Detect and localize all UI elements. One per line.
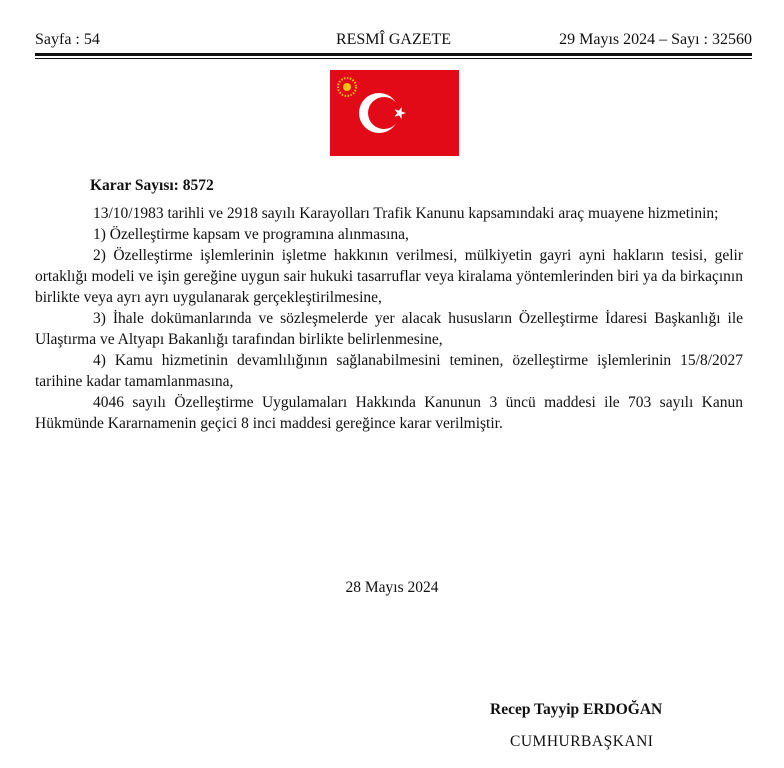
decision-body	[35, 175, 743, 434]
signatory-title: CUMHURBAŞKANI	[510, 733, 654, 750]
decision-paragraph-intro: 13/10/1983 tarihli ve 2918 sayılı Karayolları Trafik Kanunu kapsamındaki araç muayene hizmetinin;	[93, 205, 719, 222]
turkish-flag-icon	[330, 70, 459, 156]
header-divider-thin	[35, 58, 752, 59]
decision-item-4: 4) Kamu hizmetinin devamlılığının sağlanabilmesini teminen, özelleştirme işlemlerinin 15/8/2027 tarihine kadar tamamlanmasına,	[35, 352, 743, 390]
publication-title: RESMÎ GAZETE	[335, 31, 452, 48]
issue-info: 29 Mayıs 2024 – Sayı : 32560	[559, 31, 752, 48]
decision-date: 28 Mayıs 2024	[345, 579, 439, 596]
page-number: Sayfa : 54	[35, 31, 100, 48]
header-divider-thick	[35, 53, 752, 56]
presidential-seal-icon	[338, 78, 356, 96]
decision-item-1: 1) Özelleştirme kapsam ve programına alınmasına,	[93, 226, 409, 243]
decision-item-3: 3) İhale dokümanlarında ve sözleşmelerde yer alacak hususların Özelleştirme İdaresi Başkanlığı ile Ulaştırma ve Altyapı Bakanlığı tarafından birlikte belirlenmesine,	[35, 310, 743, 348]
signatory-name: Recep Tayyip ERDOĞAN	[490, 701, 663, 718]
decision-item-2: 2) Özelleştirme işlemlerinin işletme hakkının verilmesi, mülkiyetin gayri ayni hakların tesisi, gelir ortaklığı modeli ve işin gereğine uygun sair hukuki tasarruflar veya kiralama yöntemlerinden biri ya da birkaçının birlikte veya ayrı ayrı uygulanarak gerçekleştirilmesine,	[35, 247, 743, 306]
decision-legal-basis: 4046 sayılı Özelleştirme Uygulamaları Hakkında Kanunun 3 üncü maddesi ile 703 sayılı Kanun Hükmünde Kararnamenin geçici 8 inci maddesi gereğince karar verilmiştir.	[35, 394, 743, 432]
decision-number: Karar Sayısı: 8572	[90, 177, 214, 194]
